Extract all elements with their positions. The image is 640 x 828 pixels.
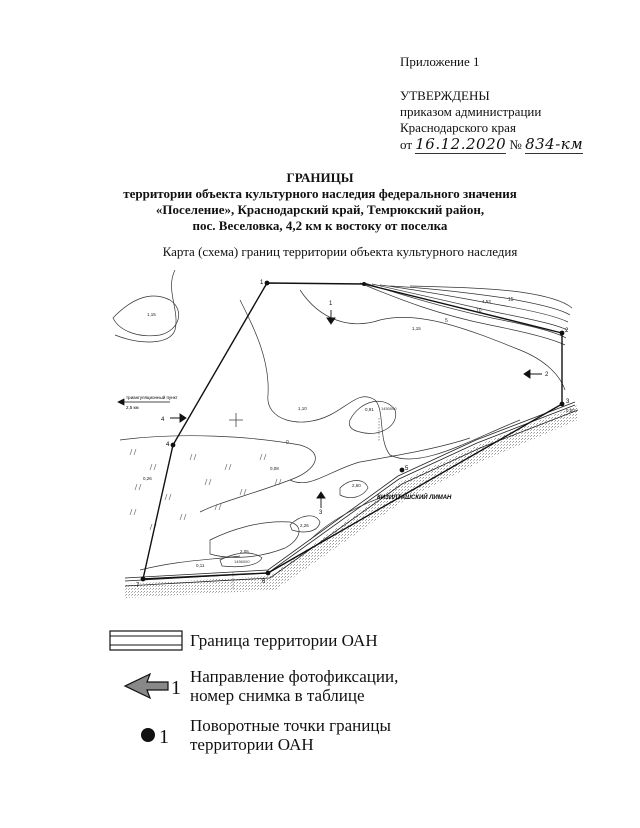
approved-word: УТВЕРЖДЕНЫ: [400, 88, 490, 103]
legend-point-icon: [141, 728, 155, 742]
map-caption: Карта (схема) границ территории объекта культурного наследия: [162, 244, 518, 259]
legend-boundary-text: Граница территории ОАН: [190, 631, 378, 650]
title-line3: «Поселение», Краснодарский край, Темрюкский район,: [155, 202, 485, 217]
turning-point-5: [400, 468, 405, 473]
photo-number-3: 3: [319, 510, 323, 516]
photo-arrow-4: [170, 414, 186, 422]
legend-boundary-symbol: [110, 631, 182, 650]
turning-point-label-5: 5: [405, 466, 409, 472]
elevation-mark: 0,91: [365, 407, 374, 412]
turning-point-1: [265, 281, 270, 286]
coord-label-2: 1456000: [234, 559, 250, 564]
elevation-mark: 1,10: [298, 406, 307, 411]
elevation-mark: 2,60: [352, 483, 361, 488]
elevation-mark: 4,53: [482, 299, 491, 304]
contour-label: 0: [286, 440, 289, 446]
turning-point-label-6: 6: [262, 579, 266, 585]
coord-label-1: 1450000: [381, 406, 397, 411]
turning-point-7: [141, 577, 146, 582]
title-line1: ГРАНИЦЫ: [286, 170, 354, 185]
legend-point-text: [190, 716, 391, 754]
legend-point-number: 1: [159, 726, 169, 748]
legend-photo-text: [190, 667, 398, 705]
approved-by-line1: приказом администрации: [400, 104, 542, 119]
turning-point-3: [560, 402, 565, 407]
contour-label: 5: [445, 318, 448, 324]
elevation-mark: 0,50: [566, 408, 575, 413]
coordinate-labels: [234, 406, 397, 564]
elevation-mark: 0,11: [196, 563, 205, 568]
number-prefix: №: [509, 137, 522, 152]
reference-point: [118, 394, 178, 410]
turning-point-label-2: 2: [565, 328, 569, 334]
turning-point-label-1: 1: [260, 280, 264, 286]
photo-number-1: 1: [329, 301, 333, 307]
elevation-mark: 2,26: [300, 523, 309, 528]
marsh-symbols: [130, 449, 281, 530]
contour-label: 15: [508, 297, 514, 303]
legend-photo-line1: Направление фотофиксации,: [190, 667, 399, 686]
legend-point-line1: Поворотные точки границы: [190, 716, 391, 735]
title-line4: пос. Веселовка, 4,2 км к востоку от поселка: [192, 218, 448, 233]
turning-point-4: [171, 443, 176, 448]
reference-label-line1: триангуляционный пункт: [126, 395, 178, 400]
legend-point-line2: территории ОАН: [190, 735, 314, 754]
turning-point-6: [266, 571, 271, 576]
turning-point-label-7: 7: [136, 583, 140, 589]
turning-point-label-3: 3: [566, 399, 570, 405]
photo-arrow-2: [524, 370, 542, 378]
elevation-mark: 1,15: [147, 312, 156, 317]
elevation-mark: 0,26: [143, 476, 152, 481]
legend-arrow-icon: [125, 674, 168, 698]
coast-lines: [125, 402, 578, 586]
title-line2: территории объекта культурного наследия федерального значения: [123, 186, 517, 201]
elevation-mark: 0,08: [270, 466, 279, 471]
photo-arrow-1: [327, 310, 335, 324]
photo-number-2: 2: [545, 372, 549, 378]
appendix-label: Приложение 1: [400, 54, 480, 69]
legend-photo-number: 1: [171, 677, 181, 699]
lake-label: КИЗИЛТАШСКИЙ ЛИМАН: [377, 495, 452, 501]
legend-photo-line2: номер снимка в таблице: [190, 686, 365, 705]
photo-arrow-3: [317, 492, 325, 508]
turning-point-label-4: 4: [166, 442, 170, 448]
contour-label: 10: [476, 308, 482, 314]
reference-label-line2: 2,5 км: [126, 405, 139, 410]
elevation-mark: 2,05: [240, 549, 249, 554]
turning-point-2: [560, 331, 565, 336]
date-prefix: от: [400, 137, 413, 152]
elevation-mark: 1,15: [412, 326, 421, 331]
turning-point-extra: [362, 282, 366, 286]
handwritten-date: 16.12.2020: [415, 135, 507, 153]
approved-by-line2: Краснодарского края: [400, 120, 516, 135]
grid-cross: [229, 413, 243, 427]
photo-number-4: 4: [161, 417, 165, 423]
handwritten-number: 834-км: [525, 135, 584, 153]
contour-value-labels: [286, 297, 514, 446]
